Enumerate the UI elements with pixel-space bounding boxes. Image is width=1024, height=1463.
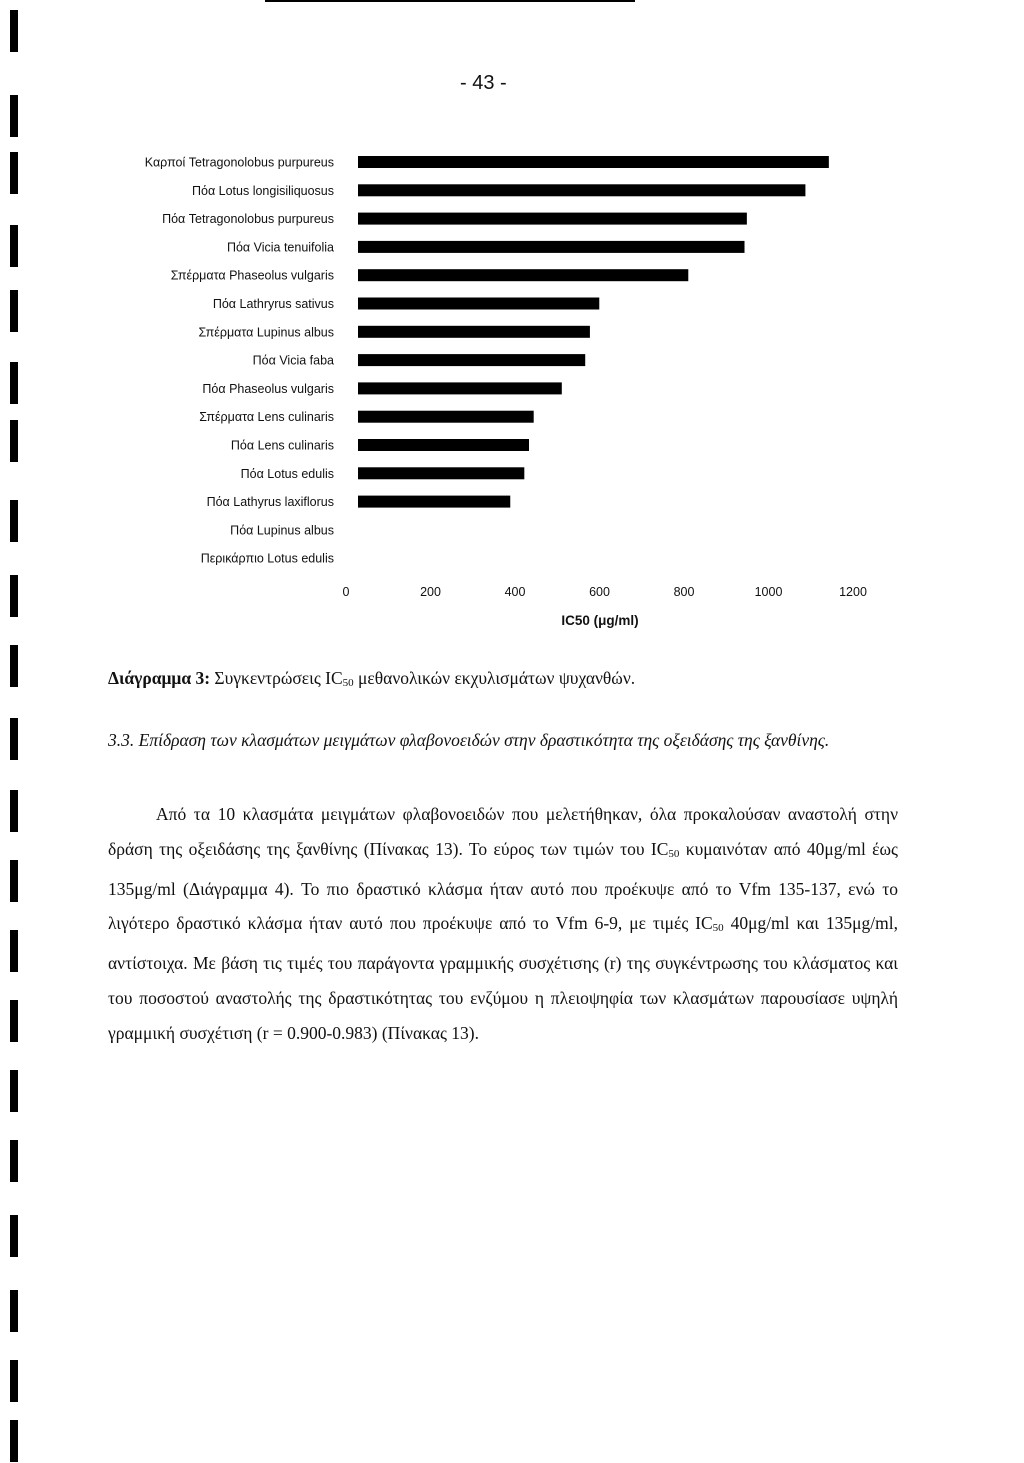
x-tick-label: 400 — [504, 585, 526, 599]
chart-caption — [108, 668, 635, 689]
x-axis-title: IC50 (μg/ml) — [561, 613, 639, 628]
caption-text-before: Συγκεντρώσεις IC — [210, 668, 343, 688]
bar — [358, 467, 524, 479]
x-tick-label: 1000 — [754, 585, 783, 599]
binding-mark — [10, 1000, 18, 1042]
paragraph-sub-2: 50 — [712, 922, 724, 935]
page-number: - 43 - — [460, 72, 507, 94]
bar — [358, 298, 599, 310]
x-tick-label: 800 — [673, 585, 695, 599]
bar — [358, 269, 688, 281]
category-label: Πόα Lotus edulis — [240, 466, 334, 481]
category-label: Πόα Phaseolus vulgaris — [202, 381, 334, 396]
binding-mark — [10, 930, 18, 972]
bar — [358, 411, 534, 423]
category-labels — [145, 156, 334, 566]
binding-mark — [10, 860, 18, 902]
bar — [358, 439, 529, 451]
binding-mark — [10, 95, 18, 137]
x-tick-labels — [343, 585, 867, 599]
category-label: Πόα Tetragonolobus purpureus — [162, 212, 334, 227]
category-label: Πόα Vicia faba — [252, 353, 334, 368]
binding-mark — [10, 1070, 18, 1112]
bars — [358, 156, 829, 508]
paragraph-part-2: κυμαινόταν από 40μg/ml έως 135μg/ml (Διάγραμμα 4). Το πιο δραστικό κλάσμα ήταν αυτό που προέκυψε από το Vfm 135-137, ενώ το λιγότερο δραστικό κλάσμα ήταν αυτό που προέκυψε από το Vfm 6-9, με τιμές IC — [108, 838, 898, 934]
x-tick-label: 200 — [420, 585, 441, 599]
body-paragraph — [108, 797, 898, 1051]
bar — [358, 241, 745, 253]
paragraph-part-1: Από τα 10 κλασμάτα μειγμάτων φλαβονοειδών που μελετήθηκαν, όλα προκαλούσαν αναστολή στην δράση της οξειδάσης της ξανθίνης (Πίνακας 13). Το εύρος των τιμών του IC — [108, 804, 898, 859]
bar-chart — [0, 140, 1024, 640]
x-tick-label: 0 — [342, 585, 350, 599]
top-rule — [265, 0, 635, 2]
binding-mark — [10, 1360, 18, 1402]
caption-label: Διάγραμμα 3: — [108, 668, 211, 688]
category-label: Σπέρματα Phaseolus vulgaris — [170, 268, 334, 283]
bar — [358, 496, 510, 508]
category-label: Πόα Lotus longisiliquosus — [191, 183, 334, 198]
category-label: Περικάρπιο Lotus edulis — [200, 551, 334, 566]
category-label: Πόα Lathyrus laxiflorus — [206, 495, 334, 510]
category-label: Καρποί Tetragonolobus purpureus — [144, 155, 334, 170]
bar — [358, 156, 829, 168]
x-tick-label: 600 — [589, 585, 610, 599]
paragraph-part-3: 40μg/ml και 135μg/ml, αντίστοιχα. Με βάση τις τιμές του παράγοντα γραμμικής συσχέτισης (r) της συγκέντρωσης του κλάσματος και του ποσοστού αναστολής της δραστικότητας του ενζύμου η πλειοψηφία των κλασμάτων παρουσίασε υψηλή γραμμική συσχέτιση (r = 0.900-0.983) (Πίνακας 13). — [108, 913, 898, 1043]
binding-mark — [10, 790, 18, 832]
category-label: Πόα Lathryrus sativus — [212, 297, 334, 311]
binding-mark — [10, 718, 18, 760]
x-tick-label: 1200 — [839, 585, 867, 599]
binding-mark — [10, 1290, 18, 1332]
category-label: Σπέρματα Lens culinaris — [199, 410, 334, 425]
category-label: Πόα Lupinus albus — [230, 523, 334, 538]
caption-text-after: μεθανολικών εκχυλισμάτων ψυχανθών. — [353, 668, 636, 688]
bar — [358, 382, 562, 394]
bar — [358, 184, 805, 196]
binding-mark — [10, 1420, 18, 1462]
binding-mark — [10, 10, 18, 52]
binding-mark — [10, 1215, 18, 1257]
paragraph-sub-1: 50 — [668, 847, 680, 860]
section-title: Επίδραση των κλασμάτων μειγμάτων φλαβονοειδών στην δραστικότητα της οξειδάσης της ξανθίνης. — [134, 730, 830, 750]
category-label: Σπέρματα Lupinus albus — [198, 325, 334, 340]
bar — [358, 213, 747, 225]
bar — [358, 354, 585, 366]
binding-mark — [10, 1140, 18, 1182]
category-label: Πόα Lens culinaris — [230, 438, 334, 453]
section-heading — [108, 724, 898, 757]
section-number: 3.3. — [108, 730, 135, 750]
category-label: Πόα Vicia tenuifolia — [226, 240, 334, 255]
bar — [358, 326, 590, 338]
binding-mark — [10, 645, 18, 687]
caption-sub: 50 — [342, 677, 354, 689]
